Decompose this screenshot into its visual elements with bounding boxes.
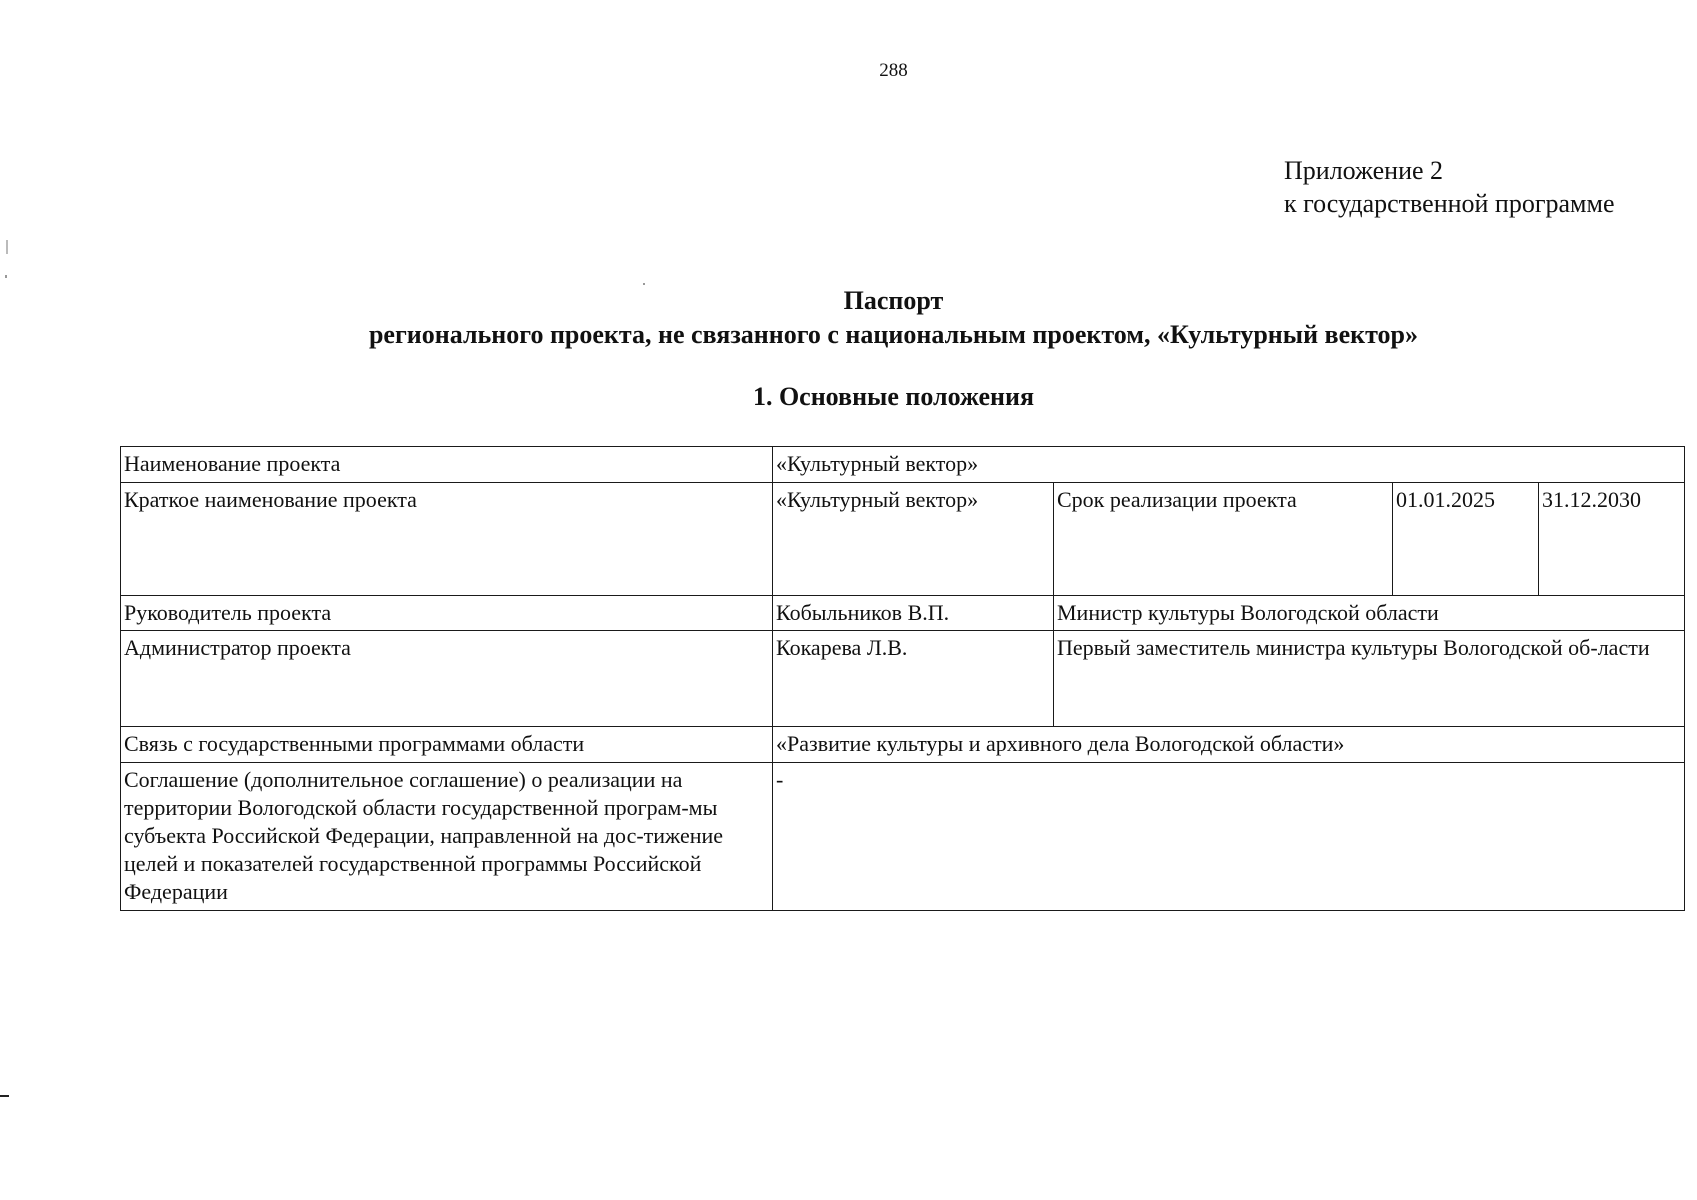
- appendix-note: [1284, 154, 1615, 220]
- project-head-name: Кобыльников В.П.: [773, 596, 1054, 631]
- program-link-label: Связь с государственными программами области: [121, 727, 773, 763]
- scan-margin-mark: [0, 1095, 9, 1097]
- title-line-1: Паспорт: [843, 286, 944, 315]
- project-admin-name: Кокарева Л.В.: [773, 631, 1054, 727]
- agreement-label: Соглашение (дополнительное соглашение) о реализации на территории Вологодской области государственной програм-мы субъекта Российской Федерации, направленной на дос-тижение целей и показателей государственной программы Российской Федерации: [121, 763, 773, 911]
- table-row-agreement: [121, 763, 1685, 911]
- table-row-project-admin: [121, 631, 1685, 727]
- table-row-project-head: [121, 596, 1685, 631]
- table-row-project-name: [121, 447, 1685, 483]
- program-link-value: «Развитие культуры и архивного дела Вологодской области»: [773, 727, 1685, 763]
- project-head-label: Руководитель проекта: [121, 596, 773, 631]
- term-label: Срок реализации проекта: [1054, 483, 1393, 596]
- short-name-label: Краткое наименование проекта: [121, 483, 773, 596]
- document-title: [0, 284, 1697, 352]
- project-admin-position: Первый заместитель министра культуры Вологодской об-ласти: [1054, 631, 1685, 727]
- table-row-program-link: [121, 727, 1685, 763]
- title-line-2: регионального проекта, не связанного с национальным проектом, «Культурный вектор»: [368, 320, 1419, 349]
- section-heading: 1. Основные положения: [752, 382, 1035, 411]
- scan-speck: [643, 283, 645, 285]
- page-number: 288: [879, 60, 908, 81]
- project-head-position: Министр культуры Вологодской области: [1054, 596, 1685, 631]
- project-admin-label: Администратор проекта: [121, 631, 773, 727]
- agreement-value: -: [773, 763, 1685, 911]
- passport-table: [120, 446, 1685, 911]
- project-name-label: Наименование проекта: [121, 447, 773, 483]
- appendix-line-2: к государственной программе: [1284, 189, 1615, 218]
- short-name-value: «Культурный вектор»: [773, 483, 1054, 596]
- scan-speck: [6, 240, 8, 254]
- table-row-short-name: [121, 483, 1685, 596]
- start-date: 01.01.2025: [1393, 483, 1539, 596]
- appendix-line-1: Приложение 2: [1284, 156, 1444, 185]
- end-date: 31.12.2030: [1539, 483, 1685, 596]
- scan-speck: [5, 275, 7, 278]
- project-name-value: «Культурный вектор»: [773, 447, 1685, 483]
